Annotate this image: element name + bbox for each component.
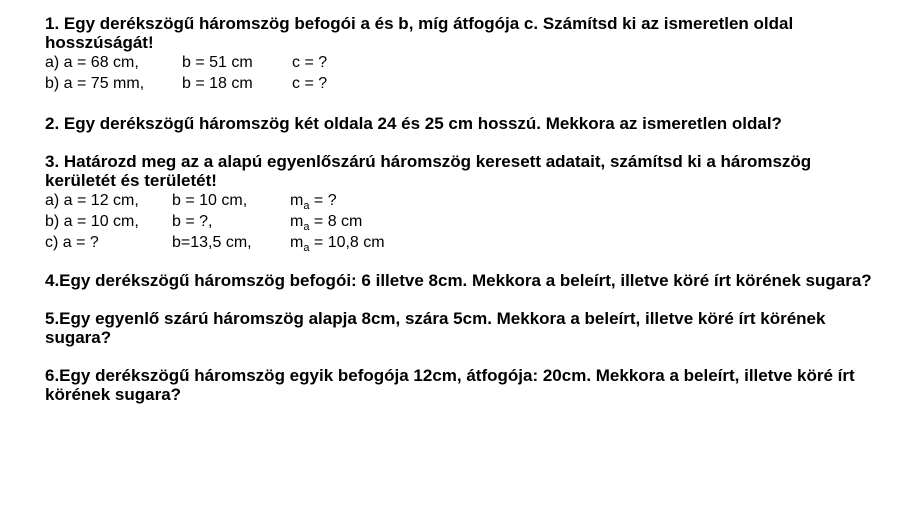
problem-3-data — [45, 190, 885, 253]
height-value: = 8 cm — [309, 213, 363, 230]
problem-6 — [45, 366, 885, 404]
problem-1-row-a-a: a) a = 68 cm, — [45, 54, 139, 71]
height-subscript: a — [303, 221, 310, 233]
problem-3-row-c — [45, 232, 885, 253]
problem-3-row-a-ma — [290, 190, 337, 211]
problem-1-row-b-b: b = 18 cm — [182, 75, 253, 92]
problem-6-text: 6.Egy derékszögű háromszög egyik befogója 12cm, átfogója: 20cm. Mekkora a beleírt, illetve köré írt körének sugara? — [45, 366, 855, 404]
problem-3-row-b-ma — [290, 211, 362, 232]
problem-2 — [45, 114, 885, 133]
problem-3-text: 3. Határozd meg az a alapú egyenlőszárú háromszög keresett adatait, számítsd ki a háromszög kerületét és területét! — [45, 152, 812, 190]
problem-3-row-b-a: b) a = 10 cm, — [45, 213, 139, 230]
height-subscript: a — [303, 242, 310, 254]
problem-3-row-a-a: a) a = 12 cm, — [45, 192, 139, 209]
problem-4-text: 4.Egy derékszögű háromszög befogói: 6 illetve 8cm. Mekkora a beleírt, illetve köré írt körének sugara? — [45, 271, 872, 290]
problem-1-row-a-c: c = ? — [292, 54, 328, 71]
problem-4 — [45, 271, 885, 290]
height-symbol: m — [290, 192, 304, 209]
height-symbol: m — [290, 234, 304, 251]
problem-5-text: 5.Egy egyenlő szárú háromszög alapja 8cm, szára 5cm. Mekkora a beleírt, illetve köré írt körének sugara? — [45, 309, 826, 347]
problem-1-row-a-b: b = 51 cm — [182, 54, 253, 71]
height-value: = 10,8 cm — [309, 234, 385, 251]
problem-3-row-a — [45, 190, 885, 211]
problem-3 — [45, 152, 885, 253]
problem-5 — [45, 309, 885, 347]
problem-3-row-b-b: b = ?, — [172, 213, 213, 230]
problem-1-row-b-c: c = ? — [292, 75, 328, 92]
problem-3-row-a-b: b = 10 cm, — [172, 192, 248, 209]
height-symbol: m — [290, 213, 304, 230]
problem-2-text: 2. Egy derékszögű háromszög két oldala 24 és 25 cm hosszú. Mekkora az ismeretlen oldal? — [45, 114, 782, 133]
problem-1-data — [45, 52, 885, 94]
problem-1 — [45, 14, 885, 94]
problem-1-row-b-a: b) a = 75 mm, — [45, 75, 145, 92]
problem-1-row-a — [45, 52, 885, 73]
problem-3-row-c-b: b=13,5 cm, — [172, 234, 252, 251]
problem-3-row-b — [45, 211, 885, 232]
problem-3-row-c-a: c) a = ? — [45, 234, 99, 251]
worksheet — [45, 14, 885, 425]
problem-1-text: 1. Egy derékszögű háromszög befogói a és b, míg átfogója c. Számítsd ki az ismeretlen oldal hosszúságát! — [45, 14, 794, 52]
height-subscript: a — [303, 200, 310, 212]
problem-3-row-c-ma — [290, 232, 385, 253]
height-value: = ? — [309, 192, 337, 209]
problem-1-row-b — [45, 73, 885, 94]
